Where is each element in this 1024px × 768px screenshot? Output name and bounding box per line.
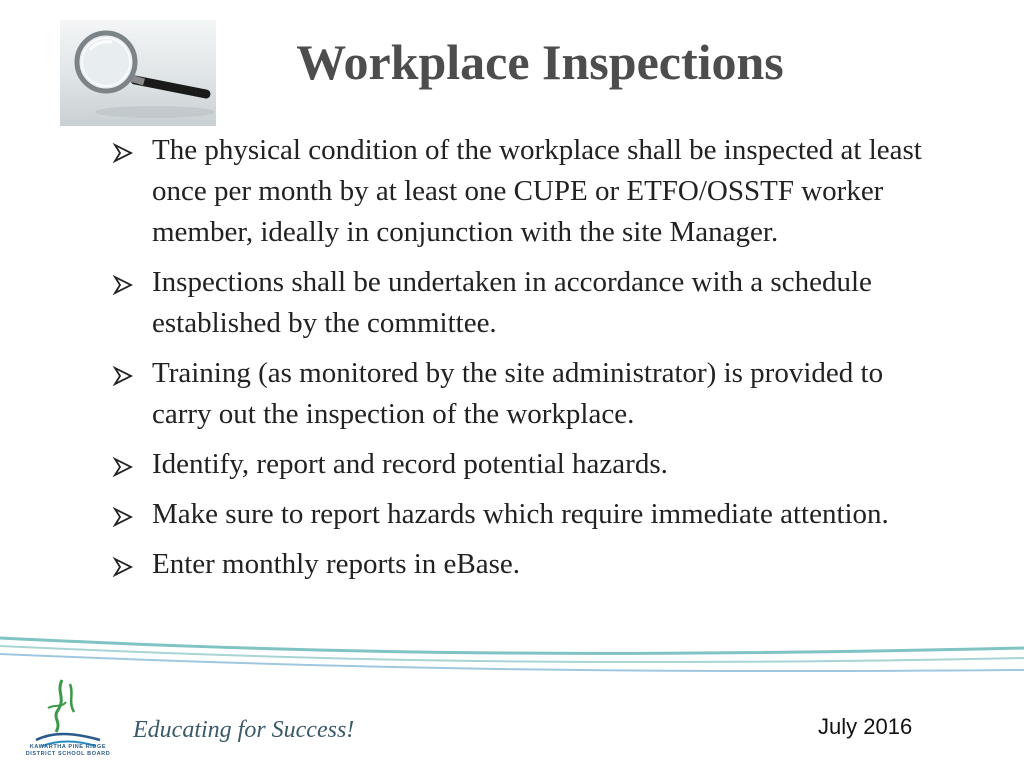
decorative-wave-lines (0, 628, 1024, 678)
slide-title: Workplace Inspections (296, 34, 784, 90)
arrow-bullet-icon (112, 142, 134, 164)
bullet-text: Inspections shall be undertaken in accordance with a schedule established by the committee. (152, 266, 872, 339)
list-item (112, 444, 942, 485)
list-item (112, 353, 942, 435)
bullet-text: Enter monthly reports in eBase. (152, 548, 521, 580)
list-item (112, 494, 942, 535)
list-item (112, 262, 942, 344)
logo-name-line2: DISTRICT SCHOOL BOARD (25, 751, 111, 757)
magnifying-glass-icon (60, 20, 216, 126)
arrow-bullet-icon (112, 274, 134, 296)
list-item (112, 544, 942, 585)
magnifying-glass-image (60, 20, 216, 126)
arrow-bullet-icon (112, 365, 134, 387)
slide-date: July 2016 (818, 714, 913, 739)
bullet-text: The physical condition of the workplace shall be inspected at least once per month by at least one CUPE or ETFO/OSSTF worker member, ideally in conjunction with the site Manager. (152, 134, 922, 248)
bullet-text: Identify, report and record potential hazards. (152, 448, 668, 480)
arrow-bullet-icon (112, 456, 134, 478)
bullet-list (112, 130, 942, 594)
bullet-text: Training (as monitored by the site administrator) is provided to carry out the inspection of the workplace. (152, 357, 884, 430)
logo-name-line1: KAWARTHA PINE RIDGE (29, 744, 107, 750)
list-item (112, 130, 942, 253)
arrow-bullet-icon (112, 556, 134, 578)
tagline: Educating for Success! (133, 717, 355, 743)
bullet-text: Make sure to report hazards which require immediate attention. (152, 498, 889, 530)
arrow-bullet-icon (112, 506, 134, 528)
